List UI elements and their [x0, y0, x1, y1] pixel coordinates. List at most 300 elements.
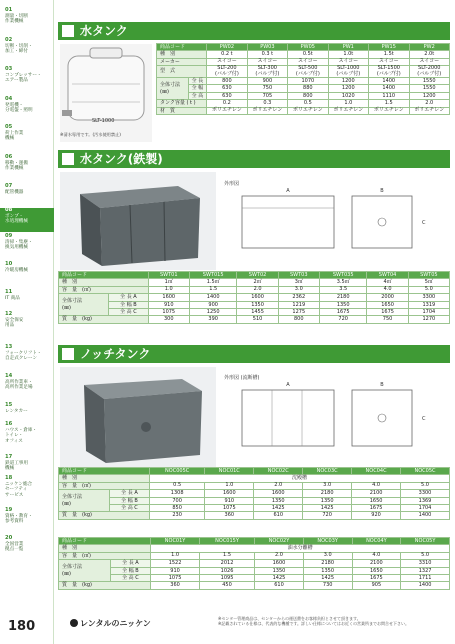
table-cell: 850 [149, 505, 204, 512]
category-label: レンタカー [5, 408, 28, 414]
table-cell: 1675 [352, 505, 401, 512]
table-cell: 2㎥ [237, 279, 278, 286]
table-cell: 1200 [328, 85, 368, 92]
page-number: 180 [8, 619, 36, 634]
table-row [59, 316, 450, 323]
table-cell: 920 [352, 512, 401, 519]
table-row [59, 582, 450, 589]
sidebar-category-11[interactable] [0, 290, 54, 312]
sidebar-category-04[interactable] [0, 97, 54, 119]
category-label: フォークリフト・ 自走式クレーン [5, 350, 42, 362]
table-cell: 3300 [401, 490, 450, 497]
table-cell: 360 [151, 582, 200, 589]
table-cell: 750 [247, 85, 287, 92]
category-label: ハウス・倉庫・ トイレ・ オフィス [5, 427, 38, 444]
table-cell: NOC05Y [401, 538, 450, 545]
table-cell: 910 [151, 567, 200, 574]
table-cell: 3300 [408, 294, 449, 301]
table-cell: SLT-300 (バルブ付) [247, 66, 287, 78]
sidebar-category-02[interactable] [0, 38, 54, 60]
table-cell: SWT01 [148, 272, 189, 279]
table-cell: PW2 [409, 44, 450, 51]
table-cell: 1675 [319, 309, 367, 316]
table-cell: 1270 [408, 316, 449, 323]
table-cell: 1600 [254, 490, 303, 497]
footer-note: ※記載されている仕様は、代表的な機種です。詳しい仕様についてはお近くの営業所までお問合せ下さい。 [218, 621, 409, 627]
table-cell: NOC02Y [255, 538, 304, 545]
table-cell: 3.0 [303, 482, 352, 489]
table-row [157, 92, 450, 99]
table-cell: 1319 [408, 301, 449, 308]
table-cell: 1020 [328, 92, 368, 99]
table-cell: 材 質 [157, 107, 207, 114]
table-cell: 商品コード [59, 468, 150, 475]
outline-drawing-icon [222, 372, 450, 464]
sidebar-category-09[interactable] [0, 234, 54, 256]
table-cell: 1.0t [328, 51, 368, 58]
table-cell: 5.0 [401, 482, 450, 489]
table-cell: 2.0 [409, 100, 450, 107]
table-cell: 2362 [278, 294, 319, 301]
table-cell: 2180 [303, 560, 352, 567]
table-cell: メーカー [157, 58, 207, 65]
table-cell: 1.0 [151, 552, 200, 559]
sidebar-category-12[interactable] [0, 312, 54, 334]
table-cell: 1350 [237, 301, 278, 308]
section-header-steel-tank [58, 150, 450, 168]
table-cell: 1400 [369, 85, 409, 92]
table-cell: 1200 [409, 92, 450, 99]
table-cell: SWT05 [408, 272, 449, 279]
category-number: 01 [5, 7, 13, 13]
table-cell: SWT015 [189, 272, 237, 279]
table-cell: 全体寸法 (㎜) [59, 294, 109, 316]
table-cell: 1650 [367, 301, 408, 308]
svg-text:B: B [380, 188, 384, 194]
table-cell: PW15 [369, 44, 409, 51]
table-cell: 1.0 [148, 286, 189, 293]
table-cell: 730 [303, 582, 352, 589]
notch-tank-photo [60, 367, 216, 467]
category-label: 発電機・ 分電盤・照明 [5, 102, 33, 114]
section-header-notch-tank [58, 345, 450, 363]
table-cell: 900 [247, 78, 287, 85]
table-cell: 1425 [255, 575, 304, 582]
table-cell: 1650 [352, 567, 401, 574]
table-row [157, 78, 450, 85]
table-cell: 1.5t [369, 51, 409, 58]
category-number: 02 [5, 37, 13, 43]
section-title: ノッチタンク [80, 347, 151, 361]
table-cell: 1075 [151, 575, 200, 582]
table-row [59, 490, 450, 497]
table-cell: 1425 [254, 505, 303, 512]
table-cell: 1600 [237, 294, 278, 301]
table-cell: 1600 [255, 560, 304, 567]
poly-tank-icon [60, 44, 152, 142]
category-label: 配管機器 [5, 189, 24, 195]
table-cell: 610 [255, 582, 304, 589]
category-number: 08 [5, 207, 13, 213]
category-label: 資格・教育・ 参考資料 [5, 513, 33, 525]
table-cell: 1308 [149, 490, 204, 497]
table-cell: 0.5 [288, 100, 328, 107]
table-cell: 230 [149, 512, 204, 519]
table-cell: 1200 [328, 78, 368, 85]
table-cell: 0.2 t [207, 51, 247, 58]
table-row [59, 552, 450, 559]
sidebar-category-01[interactable] [0, 8, 54, 30]
table-cell: 全体寸法 (㎜) [157, 78, 189, 100]
sidebar-category-19[interactable] [0, 508, 54, 530]
table-cell: 1075 [205, 505, 254, 512]
table-cell: 1350 [254, 497, 303, 504]
table-cell: 1704 [401, 505, 450, 512]
table-cell: 5㎥ [408, 279, 449, 286]
table-cell: 商品コード [59, 538, 151, 545]
table-cell: 1.5㎥ [189, 279, 237, 286]
table-row [157, 85, 450, 92]
category-label: 測量・切断 作業機械 [5, 13, 28, 25]
section-marker-icon [62, 348, 74, 360]
table-row [59, 309, 450, 316]
table-cell: SLT-1500 (バルブ付) [369, 66, 409, 78]
table-cell: 種 別 [59, 545, 151, 552]
sidebar-category-06[interactable] [0, 155, 54, 177]
category-label: 清掃・集塵・ 換気用機械 [5, 239, 33, 251]
table-cell: 900 [189, 301, 237, 308]
table-cell: 610 [254, 512, 303, 519]
table-cell: 800 [207, 78, 247, 85]
table-cell: 2100 [352, 560, 401, 567]
table-cell: 450 [199, 582, 254, 589]
table-cell: 型 式 [157, 66, 207, 78]
table-cell: NOC03C [303, 468, 352, 475]
table-cell: 1095 [199, 575, 254, 582]
sidebar-category-14[interactable] [0, 374, 54, 396]
table-cell: 1219 [278, 301, 319, 308]
section-title: 水タンク [80, 24, 128, 38]
table-cell: 1550 [409, 78, 450, 85]
table-cell: 2012 [199, 560, 254, 567]
steel-tank-outline-drawing [222, 178, 450, 272]
sidebar-category-08[interactable] [0, 208, 54, 232]
category-number: 04 [5, 96, 13, 102]
outline-drawing-icon [222, 178, 450, 272]
table-header-row [59, 468, 450, 475]
table-row [59, 545, 450, 552]
category-number: 15 [5, 402, 13, 408]
table-cell: 2.0 [237, 286, 278, 293]
table-cell: 630 [207, 92, 247, 99]
table-cell: 360 [205, 512, 254, 519]
table-cell: NOC04C [352, 468, 401, 475]
table-cell: SLT-1000 (バルブ付) [328, 66, 368, 78]
table-cell: PW05 [288, 44, 328, 51]
table-cell: 390 [189, 316, 237, 323]
table-header-row [157, 44, 450, 51]
footer-note: ※センター管理商品は、センターからの運送費をお客様負担とさせて頂きます。 [218, 616, 361, 621]
table-row [59, 512, 450, 519]
table-cell: 質 量 (kg) [59, 316, 149, 323]
category-number: 05 [5, 124, 13, 130]
table-cell: 0.5 [149, 482, 204, 489]
category-label: IT 商品 [5, 295, 20, 301]
category-number: 17 [5, 454, 13, 460]
table-cell: 5.0 [408, 286, 449, 293]
table-cell: 1350 [303, 497, 352, 504]
table-cell: スイコー [207, 58, 247, 65]
table-cell: 全 高 [188, 92, 206, 99]
table-cell: 3.5 [319, 286, 367, 293]
table-cell: スイコー [409, 58, 450, 65]
table-cell: SLT-2000 (バルブ付) [409, 66, 450, 78]
photo-caption: SLT-1000 [92, 118, 115, 124]
table-cell: SWT035 [319, 272, 367, 279]
sidebar-category-07[interactable] [0, 184, 54, 206]
table-cell: ポリエチレン [369, 107, 409, 114]
table-cell: 2180 [303, 490, 352, 497]
table-row [157, 66, 450, 78]
table-row [157, 107, 450, 114]
table-cell: 0.5t [288, 51, 328, 58]
category-label: コンプレッサー・ エアー製品 [5, 72, 42, 84]
table-cell: NOC04Y [352, 538, 401, 545]
table-row [59, 286, 450, 293]
table-cell: NOC05C [401, 468, 450, 475]
section-marker-icon [62, 25, 74, 37]
table-row [59, 482, 450, 489]
steel-tank-photo [60, 172, 216, 270]
table-row [59, 279, 450, 286]
table-cell: 沈殿槽 [149, 475, 449, 482]
table-cell: 3㎥ [278, 279, 319, 286]
sidebar-category-17[interactable] [0, 455, 54, 477]
table-cell: 3310 [401, 560, 450, 567]
figure-label: 外形図 (流断槽) [224, 375, 260, 381]
category-label: ニッケン総合 セーフティ サービス [5, 481, 33, 498]
table-cell: 全体寸法 (㎜) [59, 560, 111, 582]
table-cell: 商品コード [157, 44, 207, 51]
table-cell: SWT04 [367, 272, 408, 279]
table-cell: SLT-200 (バルブ付) [207, 66, 247, 78]
table-cell: スイコー [369, 58, 409, 65]
table-cell: 2.0 [254, 482, 303, 489]
table-cell: ポリエチレン [207, 107, 247, 114]
table-cell: 2.0 [255, 552, 304, 559]
table-row [59, 560, 450, 567]
table-cell: 910 [148, 301, 189, 308]
sidebar-category-18[interactable] [0, 476, 54, 498]
table-cell: 800 [278, 316, 319, 323]
category-label: 安全保安 用品 [5, 317, 24, 329]
photo-note: ※清水専用です。(汚水使用禁止) [60, 132, 121, 137]
table-cell: 2.0t [409, 51, 450, 58]
table-row [59, 567, 450, 574]
table-cell: 全 高 C [110, 575, 151, 582]
category-number: 20 [5, 535, 13, 541]
table-cell: PW02 [207, 44, 247, 51]
table-cell: 質 量 (kg) [59, 512, 150, 519]
table-cell: 750 [367, 316, 408, 323]
category-label: 切断・切削・ 加工・締付 [5, 43, 33, 55]
table-cell: 300 [148, 316, 189, 323]
table-cell: 1400 [369, 78, 409, 85]
table-cell: 800 [288, 92, 328, 99]
table-cell: 0.3 [247, 100, 287, 107]
table-cell: 910 [205, 497, 254, 504]
table-cell: 質 量 (kg) [59, 582, 151, 589]
table-row [59, 475, 450, 482]
notch-tank-icon [60, 367, 216, 467]
category-number: 16 [5, 421, 13, 427]
table-cell: 1711 [401, 575, 450, 582]
table-cell: 905 [352, 582, 401, 589]
table-cell: 1070 [288, 78, 328, 85]
table-cell: 1350 [319, 301, 367, 308]
table-cell: 1.5 [189, 286, 237, 293]
table-cell: ポリエチレン [328, 107, 368, 114]
table-cell: 1369 [401, 497, 450, 504]
steel-tank-spec-table [58, 271, 450, 324]
table-cell: 705 [247, 92, 287, 99]
table-cell: 1275 [278, 309, 319, 316]
table-cell: 1675 [352, 575, 401, 582]
table-cell: 4.0 [352, 552, 401, 559]
sidebar-category-13[interactable] [0, 345, 54, 367]
table-cell: 1400 [401, 512, 450, 519]
category-label: 全国営業 拠点一覧 [5, 541, 24, 553]
table-cell: 5.0 [401, 552, 450, 559]
notch-tank-settling-spec-table [58, 467, 450, 520]
table-cell: 4㎥ [367, 279, 408, 286]
category-sidebar [0, 0, 54, 644]
table-cell: 1.0 [328, 100, 368, 107]
water-tank-spec-table [156, 43, 450, 115]
table-cell: 1110 [369, 92, 409, 99]
footer-notes [218, 616, 452, 627]
table-cell: 全 幅 B [109, 301, 148, 308]
svg-text:A: A [286, 382, 290, 388]
table-cell: 容 量 (㎥) [59, 286, 149, 293]
table-cell: ポリエチレン [409, 107, 450, 114]
category-number: 13 [5, 344, 13, 350]
table-cell: 1425 [303, 575, 352, 582]
category-number: 18 [5, 475, 13, 481]
table-cell: NOC02C [254, 468, 303, 475]
logo-mark-icon [70, 619, 78, 627]
table-cell: 1026 [199, 567, 254, 574]
table-cell: NOC01Y [151, 538, 200, 545]
table-cell: 全 長 [188, 78, 206, 85]
table-cell: SWT03 [278, 272, 319, 279]
category-label: 冷暖房機械 [5, 267, 28, 273]
table-row [59, 301, 450, 308]
table-cell: PW03 [247, 44, 287, 51]
table-cell: 3.5㎥ [319, 279, 367, 286]
svg-text:B: B [380, 382, 384, 388]
table-row [59, 505, 450, 512]
notch-tank-oil-separator-spec-table [58, 537, 450, 590]
table-cell: 1327 [401, 567, 450, 574]
section-marker-icon [62, 153, 74, 165]
table-cell: 1350 [303, 567, 352, 574]
table-cell: 2180 [319, 294, 367, 301]
table-cell: 1425 [303, 505, 352, 512]
table-row [157, 51, 450, 58]
table-cell: タンク容量 ( t ) [157, 100, 207, 107]
table-cell: 1.5 [199, 552, 254, 559]
table-cell: ポリエチレン [247, 107, 287, 114]
table-cell: 全 長 A [109, 490, 149, 497]
sidebar-category-05[interactable] [0, 125, 54, 147]
table-cell: 1㎥ [148, 279, 189, 286]
category-number: 11 [5, 289, 13, 295]
table-cell: 2100 [352, 490, 401, 497]
table-cell: 1.0 [205, 482, 254, 489]
category-number: 12 [5, 311, 13, 317]
svg-text:C: C [422, 416, 426, 422]
steel-tank-icon [60, 172, 216, 270]
category-label: 移動・運搬 作業機械 [5, 160, 28, 172]
table-cell: 全 幅 B [109, 497, 149, 504]
table-cell: 1400 [401, 582, 450, 589]
table-cell: 全 幅 B [110, 567, 151, 574]
category-number: 09 [5, 233, 13, 239]
category-label: 荷上作業 機械 [5, 130, 24, 142]
table-cell: 3.0 [278, 286, 319, 293]
table-row [59, 294, 450, 301]
sidebar-category-03[interactable] [0, 67, 54, 89]
sidebar-category-20[interactable] [0, 536, 54, 558]
table-cell: 0.2 [207, 100, 247, 107]
sidebar-category-10[interactable] [0, 262, 54, 284]
table-cell: 1550 [409, 85, 450, 92]
table-cell: 4.0 [352, 482, 401, 489]
category-number: 10 [5, 261, 13, 267]
table-cell: 720 [303, 512, 352, 519]
category-label: 鉄道工事用 機械 [5, 460, 28, 472]
table-cell: NOC005C [149, 468, 204, 475]
table-cell: NOC03Y [303, 538, 352, 545]
category-number: 14 [5, 373, 13, 379]
category-number: 07 [5, 183, 13, 189]
table-cell: ポリエチレン [288, 107, 328, 114]
table-cell: 全体寸法 (㎜) [59, 490, 110, 512]
table-cell: 1600 [205, 490, 254, 497]
table-cell: 1600 [148, 294, 189, 301]
table-cell: 1675 [367, 309, 408, 316]
table-cell: 種 別 [59, 279, 149, 286]
figure-label: 外形図 [224, 181, 240, 187]
sidebar-category-16[interactable] [0, 422, 54, 444]
table-cell: スイコー [247, 58, 287, 65]
svg-text:A: A [286, 188, 290, 194]
table-row [59, 575, 450, 582]
table-cell: NOC01C [205, 468, 254, 475]
table-cell: 容 量 (㎥) [59, 482, 150, 489]
table-cell: 1400 [189, 294, 237, 301]
table-cell: 700 [149, 497, 204, 504]
table-cell: SLT-500 (バルブ付) [288, 66, 328, 78]
table-cell: 3.0 [303, 552, 352, 559]
table-cell: 容 量 (㎥) [59, 552, 151, 559]
category-number: 06 [5, 154, 13, 160]
category-number: 03 [5, 66, 13, 72]
category-label: 高所作業車・ 高所作業足場 [5, 379, 33, 391]
table-row [59, 497, 450, 504]
section-header-water-tank [58, 22, 450, 40]
